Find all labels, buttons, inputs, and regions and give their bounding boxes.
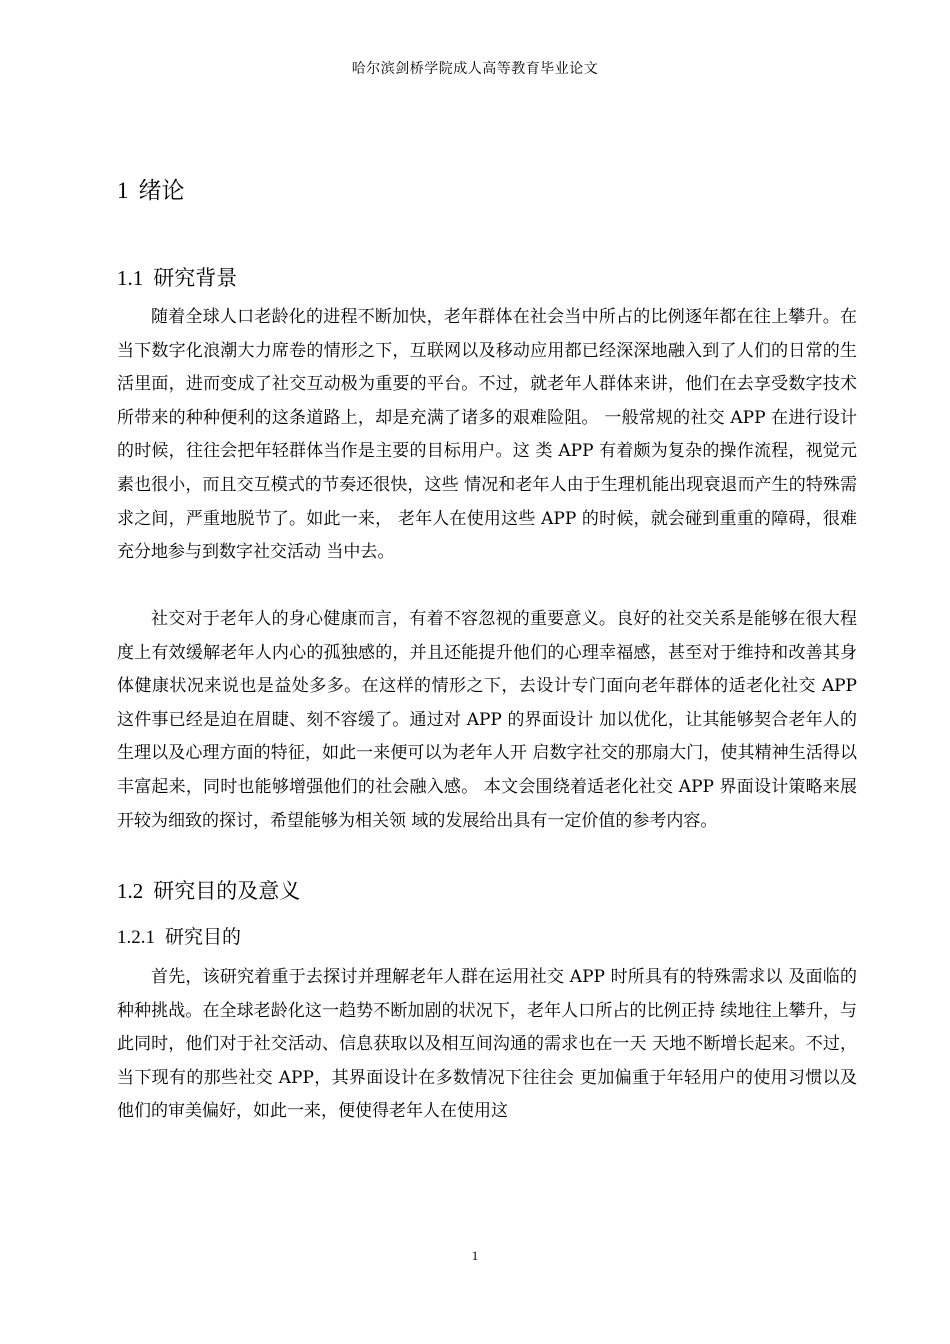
chapter-number: 1 xyxy=(117,178,129,203)
paragraph-background-2: 社交对于老年人的身心健康而言，有着不容忽视的重要意义。良好的社交关系是能够在很大程度上有效缓解老年人内心的孤独感的，并且还能提升他们的心理幸福感，甚至对于维持和改善其身体健康状况来说也是益处多多。在这样的情形之下，去设计专门面向老年群体的适老化社交 APP 这件事已经是迫在眉睫、刻不容缓了。通过对 APP 的界面设计 加以优化，让其能够契合老年人的生理以及心理方面的特征，如此一来便可以为老年人开 启数字社交的那扇大门，使其精神生活得以丰富起来，同时也能够增强他们的社会融入感。 本文会围绕着适老化社交 APP 界面设计策略来展开较为细致的探讨，希望能够为相关领 域的发展给出具有一定价值的参考内容。 xyxy=(117,609,857,831)
section-heading-1-2 xyxy=(117,875,300,905)
page-number: 1 xyxy=(471,1248,479,1263)
chapter-heading xyxy=(117,172,185,205)
chapter-title: 绪论 xyxy=(138,178,185,204)
paragraph-background-1: 随着全球人口老龄化的进程不断加快，老年群体在社会当中所占的比例逐年都在往上攀升。在当下数字化浪潮大力席卷的情形之下，互联网以及移动应用都已经深深地融入到了人们的日常的生活里面，进而变成了社交互动极为重要的平台。不过，就老年人群体来讲，他们在去享受数字技术所带来的种种便利的这条道路上，却是充满了诸多的艰难险阻。 一般常规的社交 APP 在进行设计的时候，往往会把年轻群体当作是主要的目标用户。这 类 APP 有着颇为复杂的操作流程，视觉元素也很小，而且交互模式的节奏还很快，这些 情况和老年人由于生理机能出现衰退而产生的特殊需求之间，严重地脱节了。如此一来， 老年人在使用这些 APP 的时候，就会碰到重重的障碍，很难充分地参与到数字社交活动 当中去。 xyxy=(117,307,857,563)
section-title: 研究背景 xyxy=(153,266,238,290)
subsection-heading-1-2-1 xyxy=(117,922,241,949)
subsection-title: 研究目的 xyxy=(165,926,242,948)
section-number: 1.1 xyxy=(117,266,144,290)
paragraph-purpose-1: 首先，该研究着重于去探讨并理解老年人群在运用社交 APP 时所具有的特殊需求以 及面临的种种挑战。在全球老龄化这一趋势不断加剧的状况下，老年人口所占的比例正持 续地往上攀升，与此同时，他们对于社交活动、信息获取以及相互间沟通的需求也在一天 天地不断增长起来。不过，当下现有的那些社交 APP，其界面设计在多数情况下往往会 更加偏重于年轻用户的使用习惯以及他们的审美偏好，如此一来，便使得老年人在使用这 xyxy=(117,967,857,1122)
section-number: 1.2 xyxy=(117,879,144,903)
subsection-number: 1.2.1 xyxy=(117,927,155,948)
section-heading-1-1 xyxy=(117,262,237,292)
section-title: 研究目的及意义 xyxy=(153,879,301,903)
page-header: 哈尔滨剑桥学院成人高等教育毕业论文 xyxy=(351,61,599,77)
